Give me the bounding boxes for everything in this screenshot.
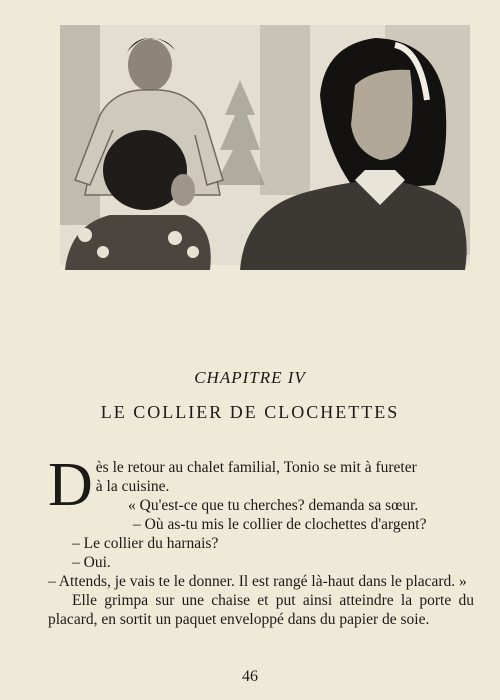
- dialogue-line: – Où as-tu mis le collier de clochettes d'argent?: [133, 516, 427, 533]
- chapter-number: CHAPITRE IV: [194, 368, 306, 387]
- dialogue-line: – Le collier du harnais?: [72, 535, 219, 552]
- dialogue-line: – Attends, je vais te le donner. Il est rangé là-haut dans le placard. »: [48, 573, 467, 590]
- page-number: 46: [242, 668, 258, 685]
- chapter-title: LE COLLIER DE CLOCHETTES: [100, 402, 400, 422]
- dialogue-line: « Qu'est-ce que tu cherches? demanda sa sœur.: [128, 497, 419, 514]
- drop-cap: D: [48, 451, 93, 519]
- chapter-illustration: [55, 20, 475, 270]
- paragraph: Elle grimpa sur une chaise et put ainsi atteindre la porte du placard, en sortit un paquet enveloppé dans du papier de soie.: [48, 592, 474, 628]
- text-line: ès le retour au chalet familial, Tonio se mit à fureter: [95, 459, 417, 476]
- chapter-text: [48, 451, 474, 629]
- text-line: à la cuisine.: [95, 478, 170, 495]
- dialogue-line: – Oui.: [72, 554, 111, 571]
